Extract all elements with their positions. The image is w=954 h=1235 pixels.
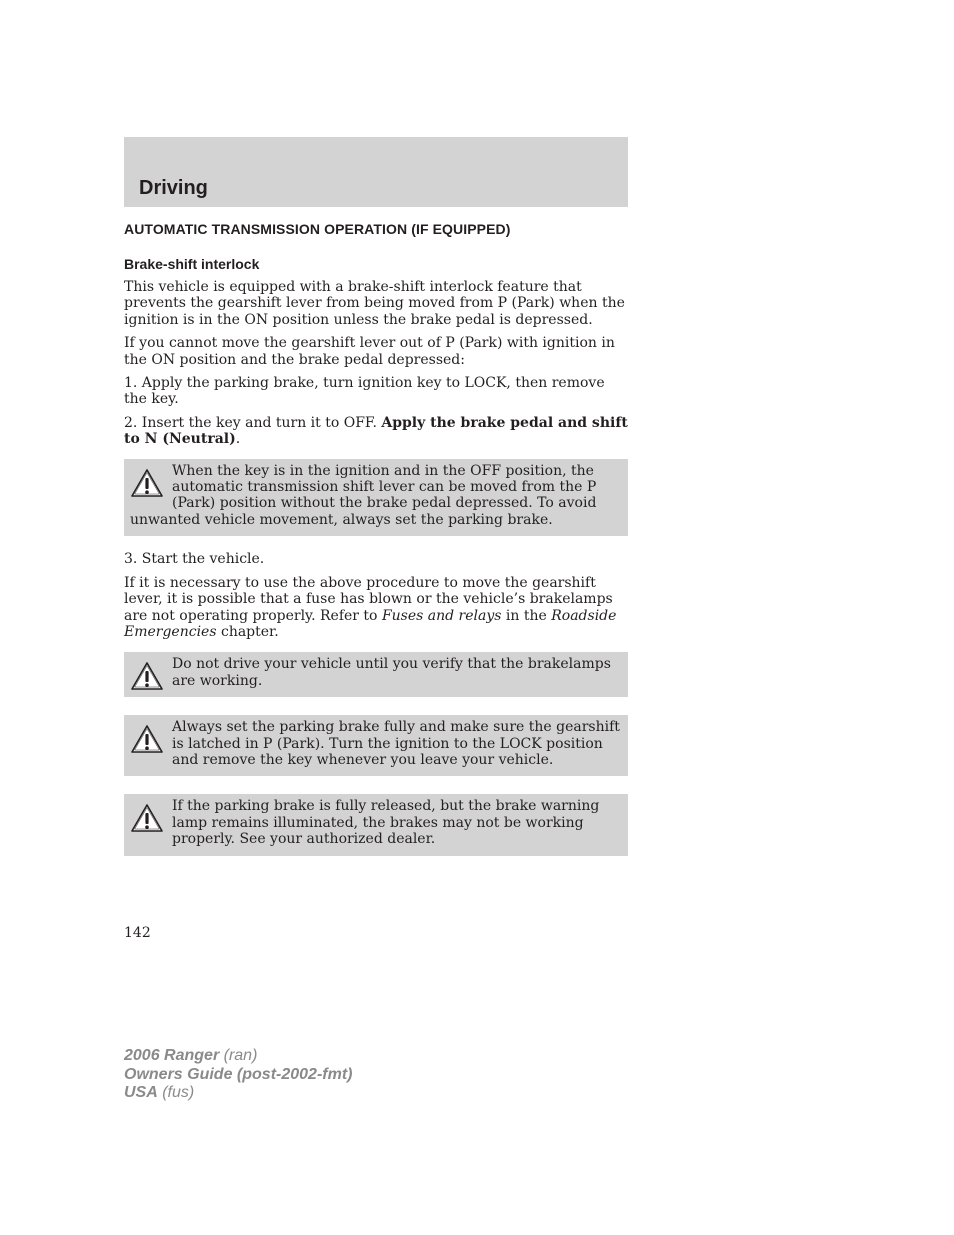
footer-guide: Owners Guide (post-2002-fmt) bbox=[124, 1065, 353, 1083]
warning-triangle-icon bbox=[130, 803, 164, 833]
chapter-header-band bbox=[124, 137, 628, 207]
footer-market: USA bbox=[124, 1084, 158, 1101]
warning-box-3 bbox=[124, 715, 628, 776]
step-3: 3. Start the vehicle. bbox=[124, 551, 265, 568]
footer-line-2 bbox=[124, 1066, 352, 1085]
paragraph-fuse bbox=[124, 575, 628, 641]
footer-model-code: (ran) bbox=[219, 1047, 258, 1064]
paragraph-fuse-text-a: If it is necessary to use the above procedure to move the gearshift lever, it is possible that a fuse has blown or the vehicle’s brakelamps are not operating properly. Refer to bbox=[124, 574, 613, 624]
step-1: 1. Apply the parking brake, turn ignition key to LOCK, then remove the key. bbox=[124, 375, 605, 408]
warning-text-1: When the key is in the ignition and in the OFF position, the automatic transmission shift lever can be moved from the P (Park) position without the brake pedal depressed. To avoid unwanted vehicle movement, always set the parking brake. bbox=[130, 462, 597, 528]
warning-box-4 bbox=[124, 794, 628, 855]
warning-triangle-icon bbox=[130, 468, 164, 498]
chapter-title: Driving bbox=[139, 177, 208, 199]
warning-text-4: If the parking brake is fully released, but the brake warning lamp remains illuminated, the brakes may not be working properly. See your authorized dealer. bbox=[172, 798, 600, 848]
step-2-text: 2. Insert the key and turn it to OFF. bbox=[124, 414, 382, 431]
fuses-relays-ref: Fuses and relays bbox=[381, 607, 502, 624]
warning-text-2: Do not drive your vehicle until you verify that the brakelamps are working. bbox=[172, 656, 611, 689]
step-2-bold: Apply the brake pedal and shift to N (Neutral) bbox=[124, 414, 628, 448]
paragraph-condition: If you cannot move the gearshift lever out of P (Park) with ignition in the ON position and the brake pedal depressed: bbox=[124, 335, 615, 368]
paragraph-intro: This vehicle is equipped with a brake-shift interlock feature that prevents the gearshift lever from being moved from P (Park) when the ignition is in the ON position unless the brake pedal is depressed. bbox=[124, 279, 625, 328]
subheading: Brake-shift interlock bbox=[124, 256, 260, 272]
warning-text-3: Always set the parking brake fully and make sure the gearshift is latched in P (Park). Turn the ignition to the LOCK position and remove the key whenever you leave your vehicle. bbox=[172, 719, 620, 768]
document-footer bbox=[124, 1047, 352, 1103]
paragraph-fuse-text-c: chapter. bbox=[216, 623, 279, 640]
step-2 bbox=[124, 415, 628, 448]
footer-market-code: (fus) bbox=[157, 1084, 195, 1101]
warning-box-1 bbox=[124, 459, 628, 537]
footer-line-3 bbox=[124, 1084, 352, 1103]
warning-box-2 bbox=[124, 652, 628, 697]
page-number: 142 bbox=[124, 925, 151, 941]
roadside-emergencies-ref: Roadside Emergencies bbox=[124, 607, 617, 640]
warning-triangle-icon bbox=[130, 724, 164, 754]
paragraph-fuse-text-b: in the bbox=[501, 607, 552, 624]
section-title: AUTOMATIC TRANSMISSION OPERATION (IF EQUIPPED) bbox=[124, 221, 511, 237]
warning-triangle-icon bbox=[130, 661, 164, 691]
footer-line-1 bbox=[124, 1047, 352, 1066]
step-2-end: . bbox=[235, 431, 241, 448]
footer-model: 2006 Ranger bbox=[124, 1047, 220, 1064]
page-content bbox=[124, 221, 628, 856]
